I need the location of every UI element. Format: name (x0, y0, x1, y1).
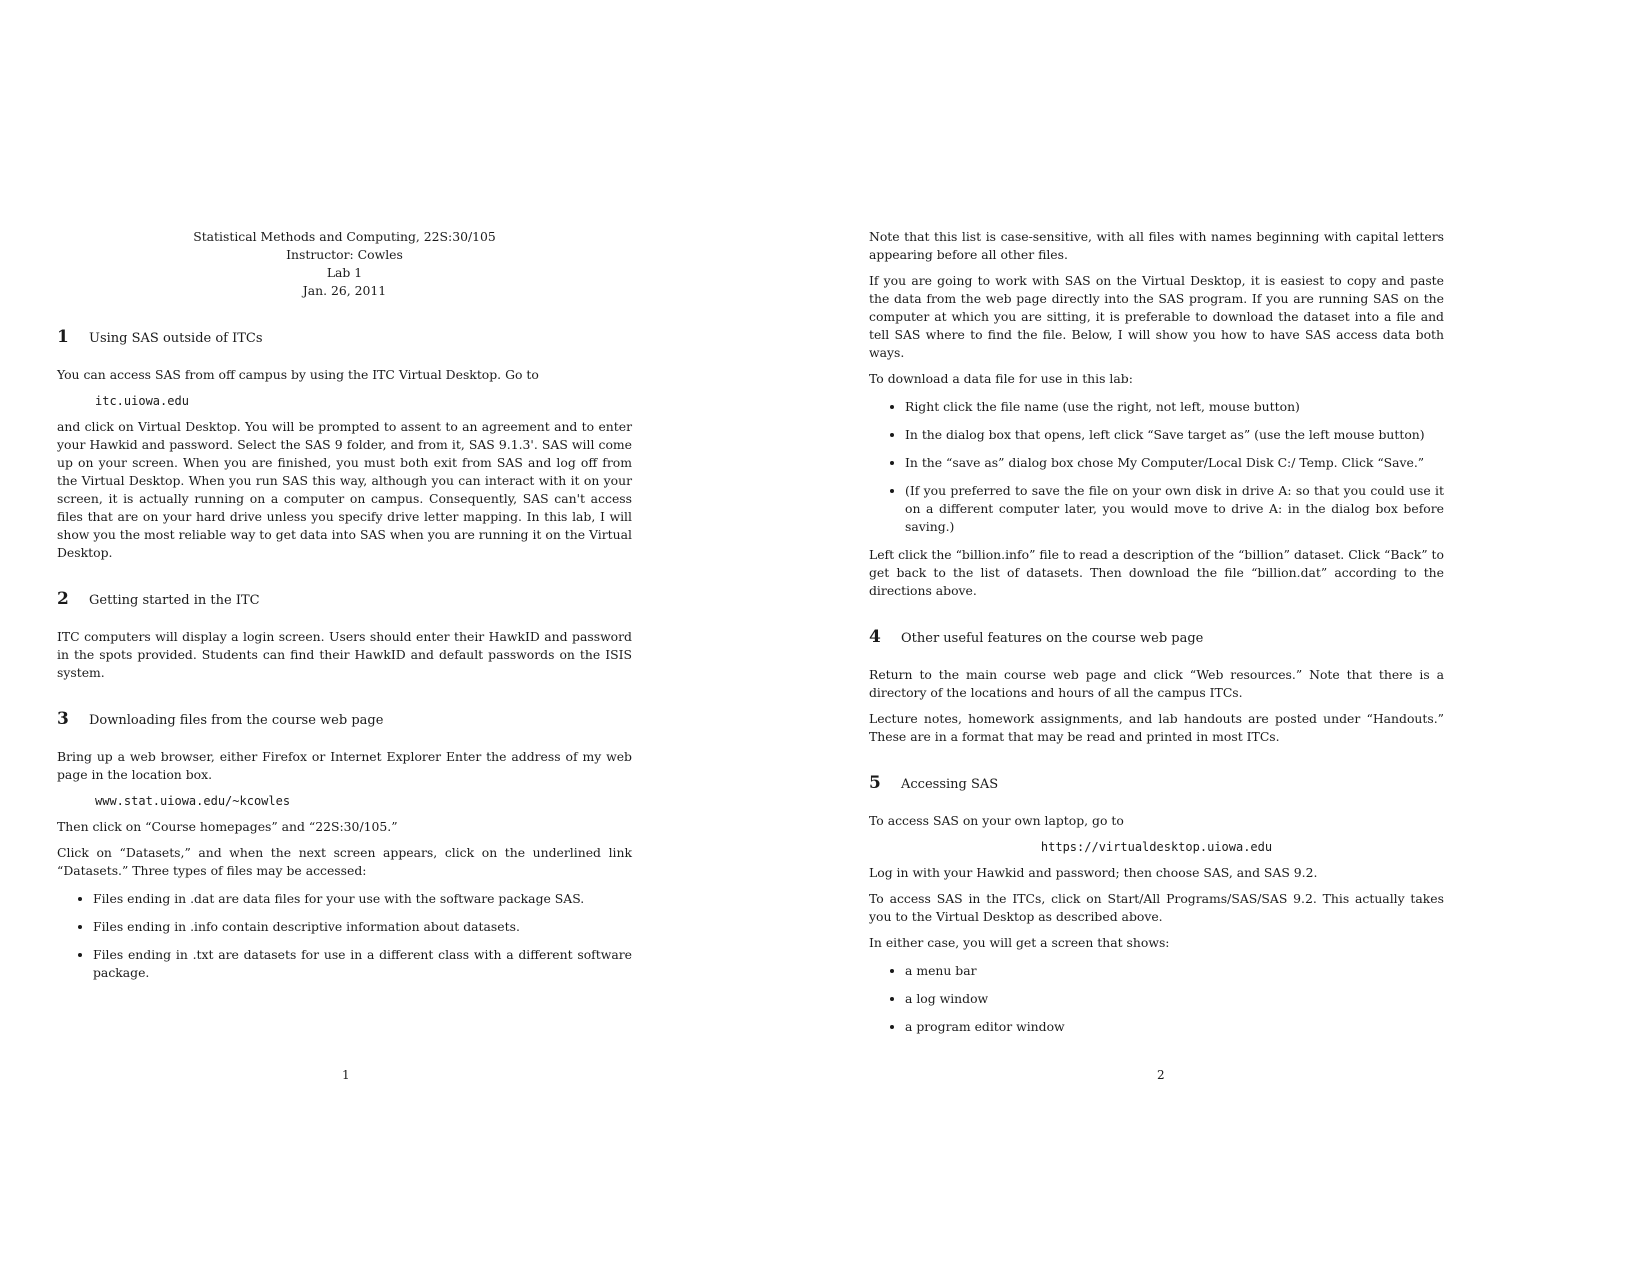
list-item: • Right click the file name (use the right, not left, mouse button) (905, 398, 1444, 416)
lab-line: Lab 1 (326, 265, 363, 280)
paragraph: To access SAS in the ITCs, click on Start/All Programs/SAS/SAS 9.2. This actually takes you to the Virtual Desktop as described above. (869, 891, 1444, 924)
list-item: • Files ending in .txt are datasets for use in a different class with a different software package. (93, 946, 632, 982)
paragraph: If you are going to work with SAS on the Virtual Desktop, it is easiest to copy and paste the data from the web page directly into the SAS program. If you are running SAS on the computer at which you are sitting, it is preferable to download the dataset into a file and tell SAS where to find the file. Below, I will show you how to have SAS access data both ways. (869, 273, 1444, 360)
section-2-heading (57, 590, 632, 610)
section-number: 4 (869, 627, 881, 647)
section-title: Accessing SAS (901, 777, 999, 792)
url-text: https://virtualdesktop.uiowa.edu (1040, 840, 1273, 854)
course-title: Statistical Methods and Computing, 22S:30/105 (193, 229, 496, 244)
section-1-heading (57, 328, 632, 348)
paragraph: In either case, you will get a screen that shows: (869, 935, 1170, 950)
list-item: • (If you preferred to save the file on your own disk in drive A: so that you could use it on a different computer later, you would move to drive A: in the dialog box before saving.) (905, 482, 1444, 536)
paragraph: Note that this list is case-sensitive, with all files with names beginning with capital letters appearing before all other files. (869, 229, 1444, 262)
url-text: itc.uiowa.edu (95, 394, 189, 408)
paragraph: Log in with your Hawkid and password; then choose SAS, and SAS 9.2. (869, 865, 1318, 880)
list-item: • a menu bar (905, 962, 1444, 980)
paragraph: Return to the main course web page and click “Web resources.” Note that there is a directory of the locations and hours of all the campus ITCs. (869, 667, 1444, 700)
paragraph: You can access SAS from off campus by using the ITC Virtual Desktop. Go to (57, 367, 539, 382)
section-5-heading (869, 774, 1444, 794)
paragraph: Bring up a web browser, either Firefox or Internet Explorer Enter the address of my web page in the location box. (57, 749, 632, 782)
paragraph: To access SAS on your own laptop, go to (869, 813, 1124, 828)
sas-windows-list (869, 962, 1444, 1036)
list-item: • Files ending in .info contain descriptive information about datasets. (93, 918, 632, 936)
paragraph: Then click on “Course homepages” and “22S:30/105.” (57, 819, 398, 834)
section-3-heading (57, 710, 632, 730)
section-number: 1 (57, 327, 69, 347)
file-types-list (57, 890, 632, 982)
section-title: Using SAS outside of ITCs (89, 331, 263, 346)
paragraph: Click on “Datasets,” and when the next screen appears, click on the underlined link “Datasets.” Three types of files may be accessed: (57, 845, 632, 878)
url-text: www.stat.uiowa.edu/~kcowles (95, 794, 291, 808)
download-steps-list (869, 398, 1444, 536)
paragraph: To download a data file for use in this lab: (869, 371, 1133, 386)
page-1-content (57, 228, 632, 992)
date-line: Jan. 26, 2011 (302, 283, 387, 298)
paragraph: ITC computers will display a login screen. Users should enter their HawkID and password in the spots provided. Students can find their HawkID and default passwords on the ISIS system. (57, 629, 632, 680)
section-number: 5 (869, 773, 881, 793)
list-item: • In the dialog box that opens, left click “Save target as” (use the left mouse button) (905, 426, 1444, 444)
document-title-block (57, 228, 632, 300)
list-item: • a log window (905, 990, 1444, 1008)
section-title: Other useful features on the course web page (901, 631, 1204, 646)
paragraph: Lecture notes, homework assignments, and lab handouts are posted under “Handouts.” These are in a format that may be read and printed in most ITCs. (869, 711, 1444, 744)
list-item: • a program editor window (905, 1018, 1444, 1036)
list-item: • Files ending in .dat are data files for your use with the software package SAS. (93, 890, 632, 908)
section-number: 2 (57, 589, 69, 609)
section-title: Getting started in the ITC (89, 593, 260, 608)
page-2-content (869, 228, 1444, 1046)
document-page-2 (820, 0, 1640, 1270)
section-4-heading (869, 628, 1444, 648)
section-number: 3 (57, 709, 69, 729)
page-number: 2 (1157, 1068, 1165, 1082)
page-number: 1 (342, 1068, 350, 1082)
instructor-line: Instructor: Cowles (286, 247, 403, 262)
paragraph: Left click the “billion.info” file to read a description of the “billion” dataset. Click “Back” to get back to the list of datasets. Then download the file “billion.dat” according to the directions above. (869, 547, 1444, 598)
list-item: • In the “save as” dialog box chose My Computer/Local Disk C:/ Temp. Click “Save.” (905, 454, 1444, 472)
section-title: Downloading files from the course web page (89, 713, 384, 728)
paragraph: and click on Virtual Desktop. You will be prompted to assent to an agreement and to enter your Hawkid and password. Select the SAS 9 folder, and from it, SAS 9.1.3'. SAS will come up on your screen. When you are finished, you must both exit from SAS and log off from the Virtual Desktop. When you run SAS this way, although you can interact with it on your screen, it is actually running on a computer on campus. Consequently, SAS can't access files that are on your hard drive unless you specify drive letter mapping. In this lab, I will show you the most reliable way to get data into SAS when you are running it on the Virtual Desktop. (57, 419, 632, 560)
